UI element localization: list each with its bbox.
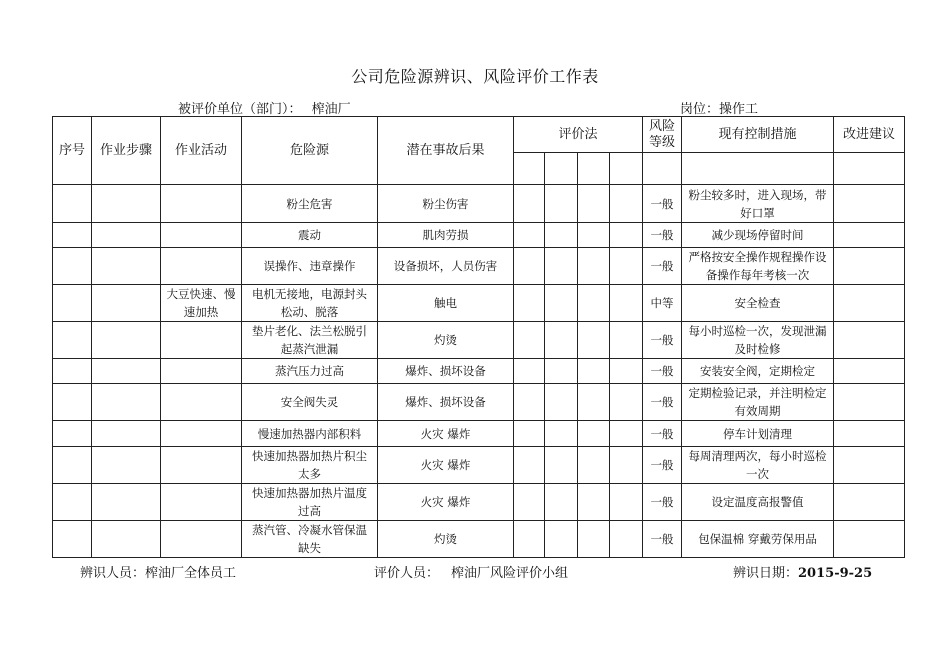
- method-sub-2: [545, 153, 578, 185]
- cell-method-4: [610, 521, 643, 558]
- header-control: 现有控制措施: [682, 117, 834, 153]
- table-row: [53, 223, 905, 248]
- table-row: [53, 185, 905, 223]
- cell-level: 一般: [643, 223, 682, 248]
- table-body: [53, 117, 905, 558]
- cell-method-4: [610, 248, 643, 285]
- suggest-sub: [834, 153, 905, 185]
- identifier-value: 榨油厂全体员工: [145, 566, 237, 581]
- cell-step: [92, 185, 161, 223]
- header-hazard: 危险源: [242, 117, 378, 185]
- method-sub-1: [514, 153, 545, 185]
- header-step: 作业步骤: [92, 117, 161, 185]
- identifier: [80, 562, 236, 581]
- table-row: [53, 248, 905, 285]
- date-label: 辨识日期：: [733, 566, 799, 581]
- cell-method-1: [514, 447, 545, 484]
- cell-consequence: 爆炸、损坏设备: [378, 384, 514, 421]
- cell-step: [92, 384, 161, 421]
- table-row: [53, 447, 905, 484]
- cell-method-3: [578, 285, 610, 322]
- cell-consequence: 粉尘伤害: [378, 185, 514, 223]
- cell-hazard: 误操作、违章操作: [242, 248, 378, 285]
- unit-value: 榨油厂: [311, 102, 351, 117]
- cell-seq: [53, 223, 92, 248]
- cell-method-3: [578, 421, 610, 447]
- cell-suggest: [834, 421, 905, 447]
- cell-suggest: [834, 521, 905, 558]
- cell-method-1: [514, 359, 545, 384]
- method-sub-4: [610, 153, 643, 185]
- cell-method-2: [545, 248, 578, 285]
- cell-control: 严格按安全操作规程操作设备操作每年考核一次: [682, 248, 834, 285]
- level-sub: [643, 153, 682, 185]
- cell-activity: [161, 421, 242, 447]
- header-method: 评价法: [514, 117, 643, 153]
- table-row: [53, 359, 905, 384]
- evaluator-value: 榨油厂风险评价小组: [451, 566, 569, 581]
- cell-step: [92, 484, 161, 521]
- cell-suggest: [834, 223, 905, 248]
- cell-level: 一般: [643, 322, 682, 359]
- cell-level: 一般: [643, 421, 682, 447]
- cell-consequence: 灼烫: [378, 521, 514, 558]
- cell-method-2: [545, 521, 578, 558]
- cell-step: [92, 421, 161, 447]
- cell-level: 一般: [643, 484, 682, 521]
- table-row: [53, 322, 905, 359]
- cell-seq: [53, 521, 92, 558]
- cell-method-4: [610, 384, 643, 421]
- header-level: [643, 117, 682, 153]
- cell-hazard: 快速加热器加热片积尘太多: [242, 447, 378, 484]
- cell-consequence: 火灾 爆炸: [378, 484, 514, 521]
- cell-level: 一般: [643, 447, 682, 484]
- cell-suggest: [834, 384, 905, 421]
- cell-activity: [161, 447, 242, 484]
- cell-seq: [53, 384, 92, 421]
- cell-step: [92, 223, 161, 248]
- cell-seq: [53, 322, 92, 359]
- unit-label: 被评价单位（部门）：: [178, 102, 302, 117]
- cell-activity: [161, 322, 242, 359]
- cell-consequence: 触电: [378, 285, 514, 322]
- post-label: 岗位：: [680, 102, 720, 117]
- cell-hazard: 慢速加热器内部积料: [242, 421, 378, 447]
- cell-control: 停车计划清理: [682, 421, 834, 447]
- cell-method-4: [610, 447, 643, 484]
- header-row: [53, 117, 905, 153]
- cell-method-2: [545, 322, 578, 359]
- cell-seq: [53, 359, 92, 384]
- cell-consequence: 火灾 爆炸: [378, 421, 514, 447]
- cell-control: 定期检验记录，并注明检定有效周期: [682, 384, 834, 421]
- cell-suggest: [834, 185, 905, 223]
- cell-hazard: 安全阀失灵: [242, 384, 378, 421]
- table-row: [53, 484, 905, 521]
- control-sub: [682, 153, 834, 185]
- cell-seq: [53, 421, 92, 447]
- cell-step: [92, 285, 161, 322]
- cell-control: 每周清理两次，每小时巡检一次: [682, 447, 834, 484]
- cell-method-1: [514, 322, 545, 359]
- cell-activity: [161, 359, 242, 384]
- cell-activity: 大豆快速、慢速加热: [161, 285, 242, 322]
- table-row: [53, 384, 905, 421]
- cell-method-2: [545, 421, 578, 447]
- cell-consequence: 火灾 爆炸: [378, 447, 514, 484]
- cell-method-4: [610, 322, 643, 359]
- cell-hazard: 快速加热器加热片温度过高: [242, 484, 378, 521]
- cell-level: 一般: [643, 248, 682, 285]
- cell-suggest: [834, 285, 905, 322]
- cell-method-2: [545, 484, 578, 521]
- risk-assessment-table: [52, 116, 905, 558]
- header-suggest: 改进建议: [834, 117, 905, 153]
- cell-step: [92, 521, 161, 558]
- cell-method-4: [610, 223, 643, 248]
- cell-method-4: [610, 359, 643, 384]
- cell-hazard: 电机无接地，电源封头松动、脱落: [242, 285, 378, 322]
- cell-method-1: [514, 285, 545, 322]
- cell-suggest: [834, 447, 905, 484]
- cell-method-2: [545, 285, 578, 322]
- header-activity: 作业活动: [161, 117, 242, 185]
- cell-seq: [53, 285, 92, 322]
- cell-method-2: [545, 185, 578, 223]
- cell-seq: [53, 248, 92, 285]
- identification-date: [733, 562, 872, 581]
- cell-method-1: [514, 223, 545, 248]
- cell-method-4: [610, 421, 643, 447]
- cell-hazard: 震动: [242, 223, 378, 248]
- cell-seq: [53, 484, 92, 521]
- cell-control: 粉尘较多时，进入现场，带好口罩: [682, 185, 834, 223]
- cell-step: [92, 248, 161, 285]
- cell-method-2: [545, 384, 578, 421]
- cell-hazard: 蒸汽压力过高: [242, 359, 378, 384]
- cell-method-4: [610, 285, 643, 322]
- identifier-label: 辨识人员：: [80, 566, 146, 581]
- cell-activity: [161, 248, 242, 285]
- cell-method-3: [578, 223, 610, 248]
- cell-method-3: [578, 248, 610, 285]
- cell-suggest: [834, 484, 905, 521]
- header-consequence: 潜在事故后果: [378, 117, 514, 185]
- date-value: 2015-9-25: [798, 566, 873, 581]
- post-position: [680, 98, 758, 117]
- cell-control: 每小时巡检一次，发现泄漏及时检修: [682, 322, 834, 359]
- cell-activity: [161, 521, 242, 558]
- cell-activity: [161, 384, 242, 421]
- cell-method-1: [514, 185, 545, 223]
- cell-method-4: [610, 185, 643, 223]
- header-seq: 序号: [53, 117, 92, 185]
- cell-step: [92, 322, 161, 359]
- cell-hazard: 粉尘危害: [242, 185, 378, 223]
- cell-consequence: 肌肉劳损: [378, 223, 514, 248]
- cell-level: 一般: [643, 359, 682, 384]
- cell-method-3: [578, 447, 610, 484]
- cell-method-2: [545, 223, 578, 248]
- cell-method-1: [514, 484, 545, 521]
- cell-method-1: [514, 248, 545, 285]
- cell-method-3: [578, 384, 610, 421]
- cell-method-1: [514, 421, 545, 447]
- cell-hazard: 蒸汽管、冷凝水管保温缺失: [242, 521, 378, 558]
- cell-method-1: [514, 384, 545, 421]
- cell-control: 设定温度高报警值: [682, 484, 834, 521]
- cell-level: 中等: [643, 285, 682, 322]
- cell-method-3: [578, 185, 610, 223]
- cell-method-4: [610, 484, 643, 521]
- cell-control: 包保温棉 穿戴劳保用品: [682, 521, 834, 558]
- table-row: [53, 285, 905, 322]
- cell-control: 减少现场停留时间: [682, 223, 834, 248]
- table-row: [53, 521, 905, 558]
- evaluated-unit: [178, 98, 351, 117]
- table-row: [53, 421, 905, 447]
- cell-consequence: 设备损坏，人员伤害: [378, 248, 514, 285]
- cell-method-2: [545, 447, 578, 484]
- cell-control: 安装安全阀，定期检定: [682, 359, 834, 384]
- cell-control: 安全检查: [682, 285, 834, 322]
- cell-consequence: 灼烫: [378, 322, 514, 359]
- cell-method-3: [578, 484, 610, 521]
- cell-suggest: [834, 248, 905, 285]
- cell-activity: [161, 223, 242, 248]
- cell-method-1: [514, 521, 545, 558]
- cell-suggest: [834, 359, 905, 384]
- evaluator: [374, 562, 568, 581]
- cell-activity: [161, 185, 242, 223]
- cell-step: [92, 447, 161, 484]
- cell-step: [92, 359, 161, 384]
- cell-level: 一般: [643, 384, 682, 421]
- cell-hazard: 垫片老化、法兰松脱引起蒸汽泄漏: [242, 322, 378, 359]
- cell-level: 一般: [643, 185, 682, 223]
- cell-level: 一般: [643, 521, 682, 558]
- cell-method-3: [578, 521, 610, 558]
- page-title: 公司危险源辨识、风险评价工作表: [351, 67, 599, 86]
- cell-method-3: [578, 322, 610, 359]
- method-sub-3: [578, 153, 610, 185]
- cell-seq: [53, 447, 92, 484]
- cell-method-2: [545, 359, 578, 384]
- cell-consequence: 爆炸、损坏设备: [378, 359, 514, 384]
- cell-activity: [161, 484, 242, 521]
- cell-seq: [53, 185, 92, 223]
- cell-method-3: [578, 359, 610, 384]
- header-level-text: 风险等级: [649, 118, 676, 150]
- cell-suggest: [834, 322, 905, 359]
- post-value: 操作工: [719, 102, 759, 117]
- evaluator-label: 评价人员：: [374, 566, 440, 581]
